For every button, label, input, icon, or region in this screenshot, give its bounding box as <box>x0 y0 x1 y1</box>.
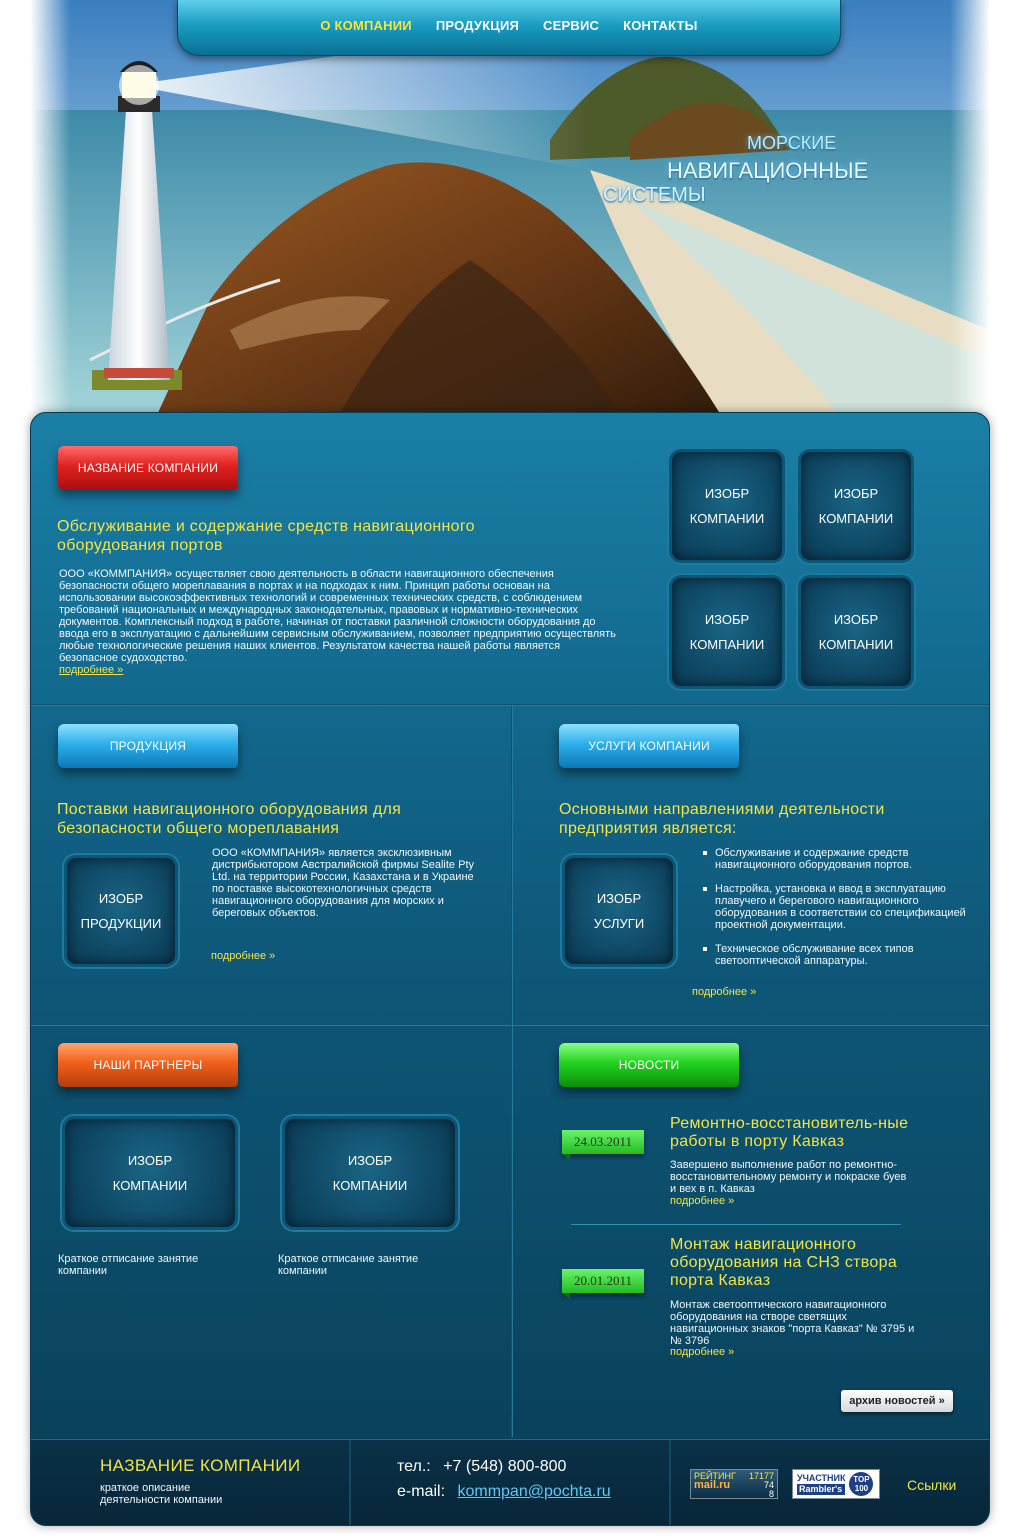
news-title[interactable]: Ремонтно-восстановитель-ные работы в порту Кавказ <box>670 1115 909 1150</box>
services-more-link[interactable]: подробнее » <box>692 986 757 998</box>
tile-label: ИЗОБР <box>127 1153 173 1168</box>
counter-value: 8 <box>768 1489 774 1499</box>
product-image-placeholder <box>64 855 178 967</box>
products-heading: Поставки навигационного оборудования для безопасности общего мореплавания <box>57 801 402 837</box>
hero-slogan-line1: МОРСКИЕ <box>747 133 837 153</box>
footer-company-name: НАЗВАНИЕ КОМПАНИИ <box>100 1456 301 1475</box>
tile-label: КОМПАНИИ <box>332 1178 408 1193</box>
service-image-placeholder <box>562 855 676 967</box>
news-more-link[interactable]: подробнее » <box>670 1346 735 1358</box>
rambler-top100-counter[interactable] <box>792 1469 880 1499</box>
footer <box>31 1439 990 1526</box>
ribbon-services: УСЛУГИ КОМПАНИИ <box>559 724 739 768</box>
services-list-item: Обслуживание и содержание средств навигационного оборудования портов. <box>701 847 971 871</box>
ribbon-partners: НАШИ ПАРТНЕРЫ <box>58 1043 238 1087</box>
top100-badge-number: 100 <box>854 1484 869 1493</box>
services-list-item: Техническое обслуживание всех типов светооптической аппаратуры. <box>701 943 971 967</box>
about-more-link[interactable]: подробнее » <box>59 664 124 676</box>
tile-label: УСЛУГИ <box>593 916 645 931</box>
services-list-item: Настройка, установка и ввод в эксплуатацию плавучего и берегового навигационного оборудования в соответствии со спецификацией проектной документации. <box>701 883 971 931</box>
nav-item-service[interactable]: СЕРВИС <box>543 18 600 33</box>
phone-number: +7 (548) 800-800 <box>443 1458 567 1475</box>
nav-item-about[interactable]: О КОМПАНИИ <box>320 18 412 33</box>
news-separator <box>571 1224 901 1225</box>
partner-image-placeholder <box>282 1116 458 1230</box>
news-text: Завершено выполнение работ по ремонтно-восстановительному ремонту и покраске буев и вех в п. Кавказ <box>670 1159 907 1195</box>
partner-description: Краткое отписание занятие компании <box>58 1253 199 1277</box>
company-image-placeholder <box>798 575 914 689</box>
ribbon-products: ПРОДУКЦИЯ <box>58 724 238 768</box>
services-list <box>701 847 971 979</box>
tile-label: ПРОДУКЦИИ <box>80 916 162 931</box>
hero-fade-left <box>30 0 70 430</box>
tile-label: КОМПАНИИ <box>112 1178 188 1193</box>
products-more-link[interactable]: подробнее » <box>211 950 276 962</box>
ribbon-company-name: НАЗВАНИЕ КОМПАНИИ <box>58 446 238 490</box>
top100-badge-top: TOP <box>853 1475 870 1484</box>
tile-label: ИЗОБР <box>596 891 642 906</box>
products-text: ООО «КОММПАНИЯ» является эксклюзивным дистрибьютором Австралийской фирмы Sealite Pty Ltd. на территории России, Казахстана и в Украине по поставке высокотехнологичных средств навигационного оборудования для морских и береговых объектов. <box>212 847 475 919</box>
mailru-logo: mail.ru <box>694 1479 731 1491</box>
tile-label: ИЗОБР <box>704 486 750 501</box>
counter-label: РЕЙТИНГ <box>694 1471 736 1481</box>
footer-company-description <box>100 1482 222 1506</box>
hero-banner <box>30 0 990 430</box>
tile-label: ИЗОБР <box>833 486 879 501</box>
phone-label: тел.: <box>397 1458 431 1475</box>
rambler-member-label: УЧАСТНИК <box>797 1473 846 1483</box>
footer-links[interactable]: Ссылки <box>907 1477 957 1493</box>
nav-item-contacts[interactable]: КОНТАКТЫ <box>623 18 698 33</box>
services-heading: Основными направлениями деятельности предприятия является: <box>559 801 885 837</box>
footer-divider <box>349 1440 351 1526</box>
tile-label: КОМПАНИИ <box>689 511 765 526</box>
rambler-logo: Rambler's <box>797 1484 845 1495</box>
tile-label: КОМПАНИИ <box>818 637 894 652</box>
footer-phone <box>397 1458 566 1476</box>
company-image-placeholder <box>669 575 785 689</box>
ribbon-news: НОВОСТИ <box>559 1043 739 1087</box>
email-label: e-mail: <box>397 1483 446 1500</box>
partner-image-placeholder <box>62 1116 238 1230</box>
news-title[interactable]: Монтаж навигационного оборудования на СНЗ створа порта Кавказ <box>670 1236 898 1289</box>
footer-desc-line: краткое описание <box>100 1482 191 1494</box>
tile-label: ИЗОБР <box>833 612 879 627</box>
tile-label: ИЗОБР <box>98 891 144 906</box>
content-panel <box>30 412 990 1526</box>
news-date-badge: 24.03.2011 <box>562 1130 644 1154</box>
hero-slogan-line3: СИСТЕМЫ <box>603 184 706 206</box>
tile-label: КОМПАНИИ <box>689 637 765 652</box>
tile-label: ИЗОБР <box>347 1153 393 1168</box>
company-image-placeholder <box>669 449 785 563</box>
hero-fade-right <box>950 0 990 430</box>
hero-landscape-image <box>30 0 990 430</box>
news-date-badge: 20.01.2011 <box>562 1269 644 1293</box>
news-archive-button[interactable]: архив новостей » <box>841 1390 953 1412</box>
top100-badge-icon <box>849 1472 873 1496</box>
partner-description: Краткое отписание занятие компании <box>278 1253 419 1277</box>
footer-desc-line: деятельности компании <box>100 1494 223 1506</box>
tile-label: ИЗОБР <box>704 612 750 627</box>
main-navigation <box>177 0 841 56</box>
column-divider <box>511 706 513 1437</box>
company-image-placeholder <box>798 449 914 563</box>
counter-value: 17177 <box>748 1471 774 1481</box>
footer-divider <box>669 1440 671 1526</box>
hero-slogan-line2: НАВИГАЦИОННЫЕ <box>667 158 869 183</box>
footer-email <box>397 1483 611 1501</box>
about-heading: Обслуживание и содержание средств навигационного оборудования портов <box>57 518 475 554</box>
news-text: Монтаж светооптического навигационного оборудования на створе светящих навигационных знаков "порта Кавказ" № 3795 и № 3796 <box>670 1299 915 1347</box>
news-more-link[interactable]: подробнее » <box>670 1195 735 1207</box>
counter-value: 74 <box>763 1480 774 1490</box>
nav-item-products[interactable]: ПРОДУКЦИЯ <box>435 18 520 33</box>
mailru-rating-counter[interactable] <box>690 1469 778 1499</box>
about-text: ООО «КОММПАНИЯ» осуществляет свою деятельность в области навигационного обеспечения безопасности общего мореплавания в портах и на подходах к ним. Принцип работы основан на использовании высокоэффективных технологий и современных технических средств, с соблюдением требований национальных и международных законодательных, правовых и нормативно-технических документов. Комплексный подход в работе, начиная от поставки различной сложности оборудования до ввода его в эксплуатацию с дальнейшим сервисным обслуживанием, позволяет предприятию осуществлять любые технологические решения наших клиентов. Результатом качества нашей работы является безопасное судоходство. <box>59 568 616 664</box>
tile-label: КОМПАНИИ <box>818 511 894 526</box>
email-link[interactable]: kommpan@pochta.ru <box>457 1483 611 1500</box>
